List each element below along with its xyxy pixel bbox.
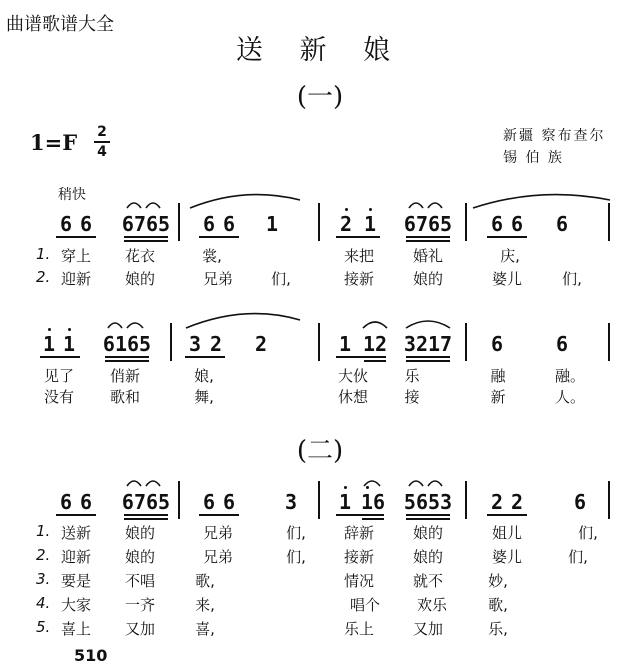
verse-number: 1. bbox=[36, 245, 51, 263]
lyric: 裳, bbox=[202, 247, 222, 265]
lyric: 接新 bbox=[343, 270, 375, 288]
time-signature-top: 2 bbox=[97, 124, 107, 140]
note: 12 bbox=[362, 332, 388, 356]
lyric: 接 bbox=[404, 388, 420, 406]
slur-arc bbox=[186, 314, 300, 328]
lyric: 娘的 bbox=[124, 270, 156, 288]
slur-arc bbox=[364, 481, 380, 486]
note: 6 bbox=[490, 332, 504, 356]
lyric: 姐儿 bbox=[491, 524, 523, 542]
lyric: 又加 bbox=[412, 620, 444, 638]
lyric: 情况 bbox=[343, 572, 375, 590]
lyric: 乐上 bbox=[343, 620, 375, 638]
lyric: 乐 bbox=[404, 367, 420, 385]
verse-number: 5. bbox=[36, 618, 51, 636]
slur-arc bbox=[146, 481, 160, 486]
lyric: 不唱 bbox=[124, 572, 156, 590]
lyric: 们, bbox=[286, 524, 306, 542]
note: 1 bbox=[42, 332, 56, 356]
note: 6 bbox=[202, 490, 216, 514]
song-title: 送 新 娘 bbox=[235, 35, 405, 66]
note: 5653 bbox=[403, 490, 453, 514]
note: 6765 bbox=[121, 212, 171, 236]
lyric: 兄弟 bbox=[202, 548, 234, 566]
lyric: 兄弟 bbox=[202, 270, 234, 288]
verse-number: 2. bbox=[36, 546, 51, 564]
note: 6 bbox=[202, 212, 216, 236]
lyric: 婚礼 bbox=[412, 247, 444, 265]
note: 1 bbox=[265, 212, 279, 236]
lyric: 又加 bbox=[124, 620, 156, 638]
lyric: 新 bbox=[490, 388, 506, 406]
slur-arc bbox=[406, 321, 450, 328]
lyric: 没有 bbox=[43, 388, 75, 406]
lyric: 娘的 bbox=[412, 270, 444, 288]
lyric: 要是 bbox=[60, 572, 92, 590]
lyric: 来, bbox=[195, 596, 215, 614]
note: 2 bbox=[510, 490, 524, 514]
slur-arc bbox=[409, 203, 423, 208]
lyric: 送新 bbox=[60, 524, 92, 542]
slur-arc bbox=[363, 322, 387, 328]
slur-arc bbox=[127, 203, 141, 208]
note: 6 bbox=[59, 212, 73, 236]
tempo-marking: 稍快 bbox=[58, 187, 86, 203]
lyric: 娘的 bbox=[124, 548, 156, 566]
note: 6765 bbox=[403, 212, 453, 236]
lyric: 大家 bbox=[60, 596, 92, 614]
lyric: 辞新 bbox=[343, 524, 375, 542]
note: 6 bbox=[79, 212, 93, 236]
note: 2 bbox=[490, 490, 504, 514]
part-one-heading: (一) bbox=[296, 82, 344, 112]
credit-region: 新疆 察布查尔 bbox=[503, 128, 606, 144]
note: 2 bbox=[254, 332, 268, 356]
note: 1 bbox=[62, 332, 76, 356]
note: 6 bbox=[59, 490, 73, 514]
lyric: 婆儿 bbox=[491, 270, 523, 288]
note: 6 bbox=[490, 212, 504, 236]
note: 1 bbox=[363, 212, 377, 236]
verse-number: 2. bbox=[36, 268, 51, 286]
note: 2 bbox=[209, 332, 223, 356]
lyric: 融。 bbox=[554, 367, 586, 385]
slur-arc bbox=[146, 203, 160, 208]
lyric: 欢乐 bbox=[416, 596, 448, 614]
lyric: 接新 bbox=[343, 548, 375, 566]
lyric: 喜上 bbox=[60, 620, 92, 638]
lyric: 就不 bbox=[412, 572, 444, 590]
slur-arc bbox=[409, 481, 423, 486]
lyric: 兄弟 bbox=[202, 524, 234, 542]
lyric: 娘的 bbox=[412, 548, 444, 566]
note: 2 bbox=[339, 212, 353, 236]
slur-arc bbox=[473, 195, 610, 208]
page-number: 510 bbox=[74, 646, 108, 665]
slur-arc bbox=[127, 323, 143, 328]
lyric: 歌, bbox=[488, 596, 508, 614]
site-name: 曲谱歌谱大全 bbox=[6, 14, 114, 35]
note: 3217 bbox=[403, 332, 453, 356]
note: 6 bbox=[573, 490, 587, 514]
note: 6 bbox=[222, 212, 236, 236]
key-signature: 1=F bbox=[30, 130, 78, 155]
note: 6 bbox=[79, 490, 93, 514]
note: 3 bbox=[188, 332, 202, 356]
slur-arc bbox=[108, 323, 122, 328]
lyric: 乐, bbox=[488, 620, 508, 638]
lyric: 人。 bbox=[554, 388, 586, 406]
lyric: 舞, bbox=[194, 388, 214, 406]
note: 16 bbox=[360, 490, 386, 514]
note: 6765 bbox=[121, 490, 171, 514]
note: 3 bbox=[284, 490, 298, 514]
verse-number: 1. bbox=[36, 522, 51, 540]
lyric: 们, bbox=[568, 548, 588, 566]
lyric: 娘, bbox=[194, 367, 214, 385]
lyric: 喜, bbox=[195, 620, 215, 638]
note: 1 bbox=[338, 490, 352, 514]
lyric: 妙, bbox=[488, 572, 508, 590]
note: 6 bbox=[222, 490, 236, 514]
lyric: 们, bbox=[562, 270, 582, 288]
note: 1 bbox=[338, 332, 352, 356]
lyric: 们, bbox=[271, 270, 291, 288]
lyric: 唱个 bbox=[349, 596, 381, 614]
lyric: 们, bbox=[286, 548, 306, 566]
note: 6 bbox=[555, 212, 569, 236]
verse-number: 3. bbox=[36, 570, 51, 588]
part-two-heading: (二) bbox=[296, 436, 344, 466]
note: 6 bbox=[555, 332, 569, 356]
note: 6 bbox=[510, 212, 524, 236]
lyric: 休想 bbox=[337, 388, 369, 406]
lyric: 大伙 bbox=[337, 367, 369, 385]
slur-arc bbox=[190, 195, 300, 208]
lyric: 歌, bbox=[195, 572, 215, 590]
lyric: 俏新 bbox=[109, 367, 141, 385]
time-signature-bottom: 4 bbox=[97, 144, 107, 160]
lyric: 一齐 bbox=[124, 596, 156, 614]
lyric: 庆, bbox=[500, 247, 520, 265]
lyric: 迎新 bbox=[60, 548, 92, 566]
lyric: 迎新 bbox=[60, 270, 92, 288]
slur-arc bbox=[428, 481, 442, 486]
verse-number: 4. bbox=[36, 594, 51, 612]
lyric: 融 bbox=[490, 367, 506, 385]
credit-ethnicity: 锡 伯 族 bbox=[503, 150, 564, 166]
lyric: 歌和 bbox=[109, 388, 141, 406]
lyric: 娘的 bbox=[124, 524, 156, 542]
lyric: 见了 bbox=[43, 367, 75, 385]
lyric: 花衣 bbox=[124, 247, 156, 265]
note: 6165 bbox=[102, 332, 152, 356]
slur-arc bbox=[428, 203, 442, 208]
lyric: 们, bbox=[578, 524, 598, 542]
lyric: 娘的 bbox=[412, 524, 444, 542]
lyric: 来把 bbox=[343, 247, 375, 265]
lyric: 婆儿 bbox=[491, 548, 523, 566]
lyric: 穿上 bbox=[60, 247, 92, 265]
slur-arc bbox=[127, 481, 141, 486]
